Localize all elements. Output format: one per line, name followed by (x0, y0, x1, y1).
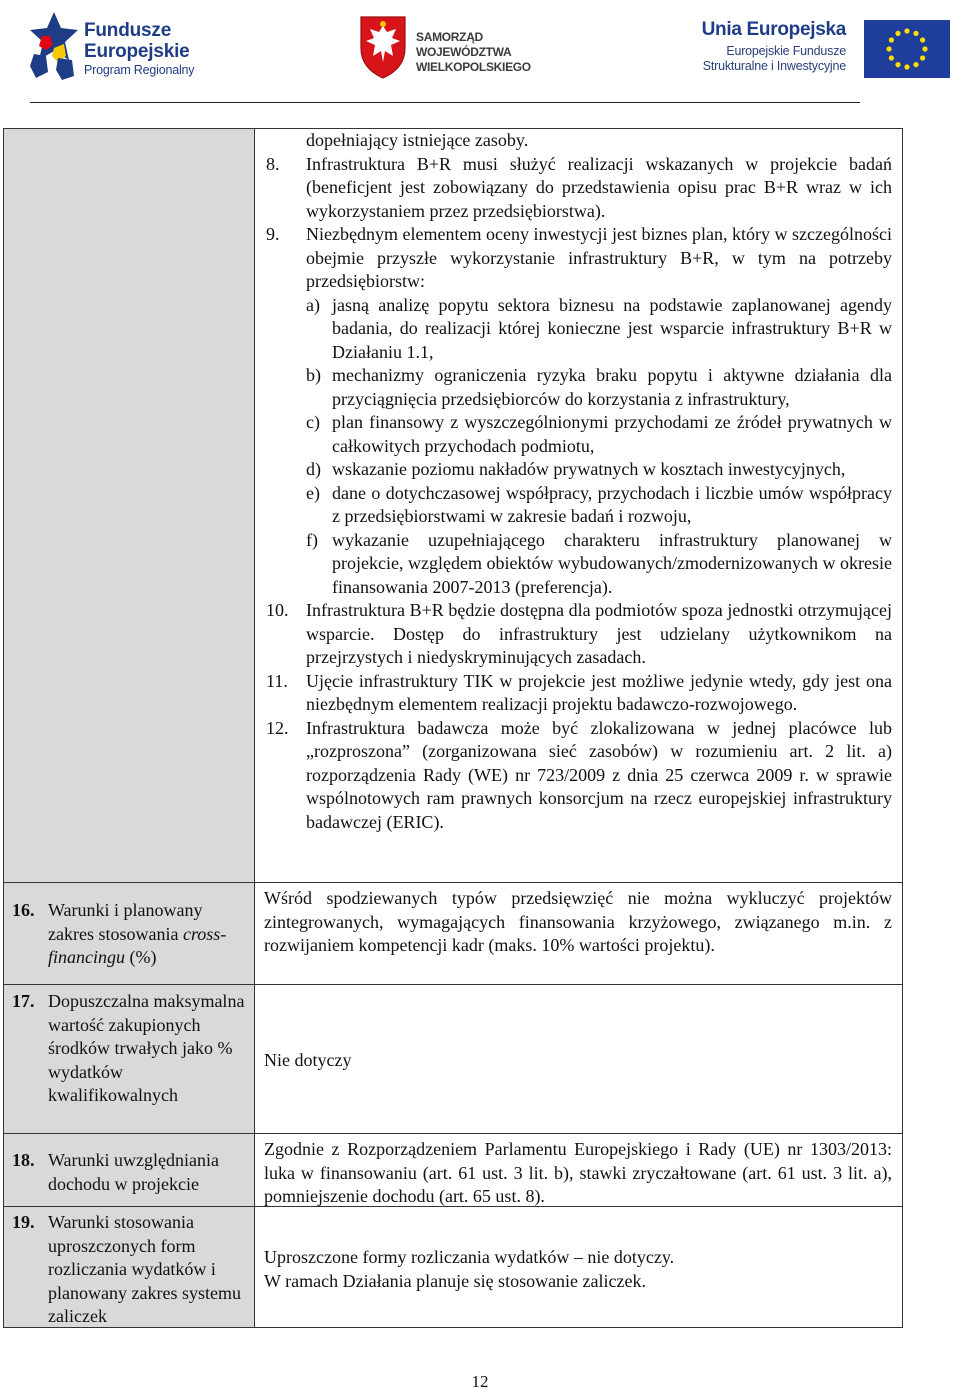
sub-item-label: f) (306, 529, 318, 550)
sub-item-text: plan finansowy z wyszczególnionymi przychodami ze źródeł prywatnych w całkowitych przychodach podmiotu, (332, 412, 892, 456)
row-17-value (264, 1049, 892, 1073)
row-label-tail: (%) (129, 947, 157, 967)
row-value-text: Zgodnie z Rozporządzeniem Parlamentu Europejskiego i Rady (UE) nr 1303/2013: luka w finansowaniu (art. 61 ust. 3 lit. b), stawki zryczałtowane (art. 61 ust. 3 lit. a), pomniejszenie dochodu (art. 65 ust. 8). (264, 1139, 892, 1206)
item-number: 8. (266, 153, 280, 174)
sw-logo-line1: SAMORZĄD WOJEWÓDZTWA (416, 30, 512, 59)
eagle-crest-icon (358, 14, 408, 80)
fe-logo-line3: Program Regionalny (84, 63, 195, 77)
item-number: 12. (266, 717, 289, 738)
continued-criteria-cell (264, 129, 892, 834)
row-label-text (48, 899, 248, 970)
samorzad-wojewodztwa-logo (358, 14, 558, 84)
sub-list-item (264, 364, 892, 411)
list-item (264, 670, 892, 717)
row-16-value (264, 887, 892, 958)
sw-logo-line2: WIELKOPOLSKIEGO (416, 60, 531, 74)
sub-list-item (264, 411, 892, 458)
sub-item-label: a) (306, 294, 320, 315)
item-text: Infrastruktura B+R będzie dostępna dla podmiotów spoza jednostki otrzymującej wsparcie. Dostęp do infrastruktury jest udzielany użytkownikom na przejrzystych i niedyskryminujących zasadach. (306, 600, 892, 667)
row-value-line1: Uproszczone formy rozliczania wydatków – nie dotyczy. (264, 1247, 675, 1267)
row-18-label (12, 1149, 248, 1196)
row-19-label (12, 1211, 248, 1329)
sub-list-item (264, 458, 892, 482)
item-text: Infrastruktura B+R musi służyć realizacji wskazanych w projekcie badań (beneficjent jest zobowiązany do przedstawienia opisu prac B+R wraz w ich wykorzystaniem przez przedsiębiorstwa). (306, 153, 892, 221)
sub-item-label: d) (306, 459, 321, 479)
fe-stars-icon (28, 10, 80, 82)
row-label-text: Dopuszczalna maksymalna wartość zakupionych środków trwałych jako % wydatków kwalifikowalnych (48, 991, 245, 1105)
row-label-text: Warunki uwzględniania dochodu w projekcie (48, 1150, 219, 1194)
row-divider (4, 882, 902, 883)
sub-list-item (264, 294, 892, 365)
row-divider (4, 1133, 902, 1134)
sub-item-text: wykazanie uzupełniającego charakteru infrastruktury planowanej w projekcie, względem obiektów wybudowanych/zmodernizowanych w okresie finansowania 2007-2013 (preferencja). (332, 529, 892, 597)
item-number: 11. (266, 670, 288, 691)
row-18-value (264, 1138, 892, 1209)
ue-logo-line1: Unia Europejska (701, 19, 846, 40)
row-value-text: Wśród spodziewanych typów przedsięwzięć nie można wykluczyć projektów zintegrowanych, wymagających finansowania krzyżowego, związanego m.in. z rozwijaniem kompetencji kadr (maks. 10% wartości projektu). (264, 888, 892, 955)
item-number: 10. (266, 600, 289, 620)
sub-item-label: e) (306, 482, 320, 503)
row-value-text: Nie dotyczy (264, 1050, 352, 1070)
fe-logo-line1: Fundusze (84, 20, 172, 41)
row-label-italic: cross-financingu (48, 923, 227, 967)
sub-item-text: mechanizmy ograniczenia ryzyka braku popytu i aktywne działania dla przyciągnięcia przedsiębiorców do korzystania z infrastruktury, (332, 365, 892, 409)
eu-flag-icon (864, 20, 950, 78)
sub-list-item (264, 529, 892, 600)
row-label-main: Warunki i planowany zakres stosowania (48, 900, 203, 944)
unia-europejska-logo (680, 14, 950, 84)
item-text: Niezbędnym elementem oceny inwestycji jest biznes plan, który w szczególności obejmie przyszłe wykorzystanie infrastruktury B+R, w tym na potrzeby przedsiębiorstw: (306, 224, 892, 291)
sub-list-item (264, 482, 892, 529)
list-item (264, 717, 892, 835)
sub-item-text: dane o dotychczasowej współpracy, przychodach i liczbie umów współpracy z przedsiębiorstwami w zakresie badań i rozwoju, (332, 482, 892, 526)
row-16-label (12, 899, 248, 970)
list-item (264, 153, 892, 224)
sub-item-label: c) (306, 412, 320, 432)
ue-logo-line3: Strukturalne i Inwestycyjne (702, 58, 846, 73)
ue-logo-line2: Europejskie Fundusze (726, 43, 846, 58)
sub-item-text: wskazanie poziomu nakładów prywatnych w kosztach inwestycyjnych, (332, 459, 846, 479)
item-text: Infrastruktura badawcza może być zlokalizowana w jednej placówce lub „rozproszona” (zorganizowana sieć zasobów) w rozumieniu art. 2 lit. a) rozporządzenia Rady (WE) nr 723/2009 z dnia 25 czerwca 2009 r. w sprawie wspólnotowych ram prawnych konsorcjum na rzecz europejskiej infrastruktury badawczej (ERIC). (306, 717, 892, 832)
list-item (264, 599, 892, 670)
fundusze-europejskie-logo (28, 8, 238, 84)
row-number: 17. (12, 991, 35, 1011)
row-number: 19. (12, 1212, 35, 1232)
item-number: 9. (266, 224, 280, 244)
label-column (4, 129, 255, 1327)
document-header (0, 0, 960, 104)
sub-item-text: jasną analizę popytu sektora biznesu na podstawie zaplanowanej agendy badania, do realizacji której konieczne jest wsparcie infrastruktury B+R w Działaniu 1.1, (332, 294, 892, 362)
item-text: Ujęcie infrastruktury TIK w projekcie jest możliwe jedynie wtedy, gdy jest ona niezbędnym elementem realizacji projektu badawczo-rozwojowego. (306, 670, 892, 714)
row-value-line2: W ramach Działania planuje się stosowanie zaliczek. (264, 1270, 646, 1291)
row-divider (4, 984, 902, 985)
row-label-text: Warunki stosowania uproszczonych form rozliczania wydatków i planowany zakres systemu zaliczek (48, 1212, 241, 1326)
row-17-label (12, 990, 248, 1108)
list-item (264, 223, 892, 294)
row-number: 18. (12, 1150, 35, 1170)
continued-lead-text: dopełniający istniejące zasoby. (306, 130, 529, 150)
fe-logo-line2: Europejskie (84, 41, 190, 62)
header-rule (30, 102, 860, 103)
program-table (3, 128, 903, 1328)
row-19-value (264, 1246, 892, 1293)
sub-item-label: b) (306, 365, 321, 385)
row-number: 16. (12, 900, 35, 920)
page-number: 12 (471, 1372, 489, 1391)
